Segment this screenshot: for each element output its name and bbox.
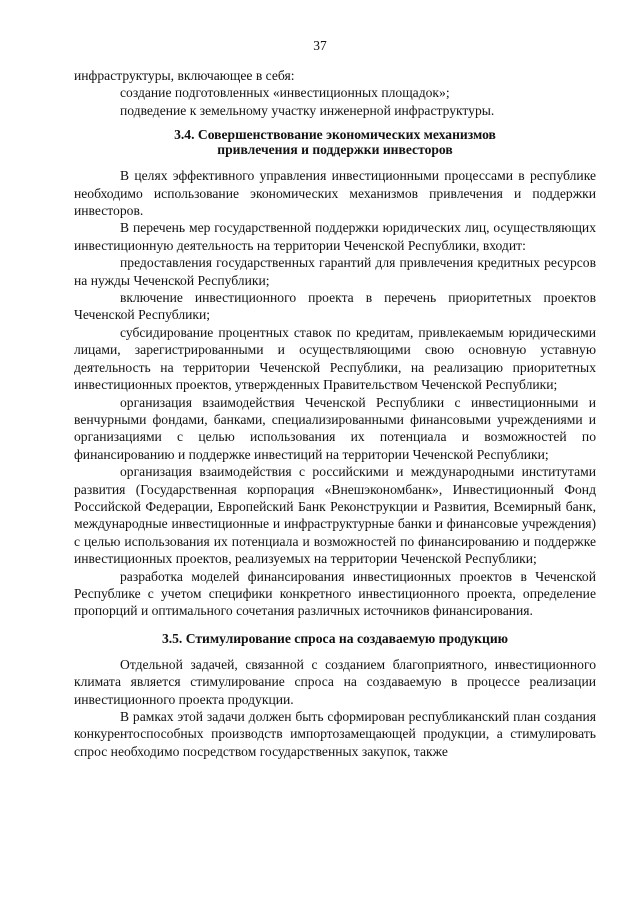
lead-paragraph: инфраструктуры, включающее в себя:: [74, 68, 295, 83]
section-heading-line: привлечения и поддержки инвесторов: [217, 142, 453, 158]
page-body: [74, 67, 596, 760]
body-paragraph: Отдельной задачей, связанной с созданием благоприятного, инвестиционного климата является стимулирование спроса на создаваемую в процессе реализации инвестиционного проекта продукции.: [74, 656, 596, 707]
section-heading-line: 3.4. Совершенствование экономических механизмов: [174, 127, 496, 143]
list-paragraph: предоставления государственных гарантий для привлечения кредитных ресурсов на нужды Чеченской Республики;: [74, 255, 596, 288]
section-heading-3-4: [74, 127, 596, 157]
page-number: 37: [313, 38, 327, 53]
body-paragraph: В рамках этой задачи должен быть сформирован республиканский план создания конкурентоспособных производств импортозамещающей продукции, а стимулировать спрос необходимо посредством государственных закупок, также: [74, 709, 596, 759]
body-paragraph: В целях эффективного управления инвестиционными процессами в республике необходимо использование экономических механизмов привлечения и поддержки инвесторов.: [74, 168, 596, 219]
list-paragraph: организация взаимодействия Чеченской Республики с инвестиционными и венчурными фондами, банками, специализированными финансовыми учреждениями и организациями с целью использования их потенциала и возможностей по финансированию и поддержке инвестиций на территории Чеченской Республики;: [74, 394, 596, 462]
list-paragraph: организация взаимодействия с российскими и международными институтами развития (Государственная корпорация «Внешэкономбанк», Инвестиционный Фонд Российской Федерации, Европейский Банк Реконструкции и Развития, Всемирный банк, международные инвестиционные и инфраструктурные банки и финансовые учреждения) с целью использования их потенциала и возможностей по финансированию и поддержке инвестиционных проектов, реализуемых на территории Чеченской Республики;: [74, 464, 596, 567]
section-heading-3-5: 3.5. Стимулирование спроса на создаваемую продукцию: [161, 630, 509, 646]
list-paragraph: включение инвестиционного проекта в перечень приоритетных проектов Чеченской Республики;: [74, 290, 596, 323]
lead-paragraph: подведение к земельному участку инженерной инфраструктуры.: [120, 102, 495, 118]
list-paragraph: разработка моделей финансирования инвестиционных проектов в Чеченской Республике с учетом специфики конкретного инвестиционного проекта, определение пропорций и оптимального сочетания различных источников финансирования.: [74, 568, 596, 619]
body-paragraph: В перечень мер государственной поддержки юридических лиц, осуществляющих инвестиционную деятельность на территории Чеченской Республики, входит:: [74, 220, 596, 253]
lead-paragraph: создание подготовленных «инвестиционных площадок»;: [120, 85, 450, 101]
list-paragraph: субсидирование процентных ставок по кредитам, привлекаемым юридическими лицами, зарегистрированными и осуществляющими свою основную уставную деятельность на территории Чеченской Республики, на реализацию приоритетных инвестиционных проектов, утвержденных Правительством Чеченской Республики;: [74, 324, 596, 393]
